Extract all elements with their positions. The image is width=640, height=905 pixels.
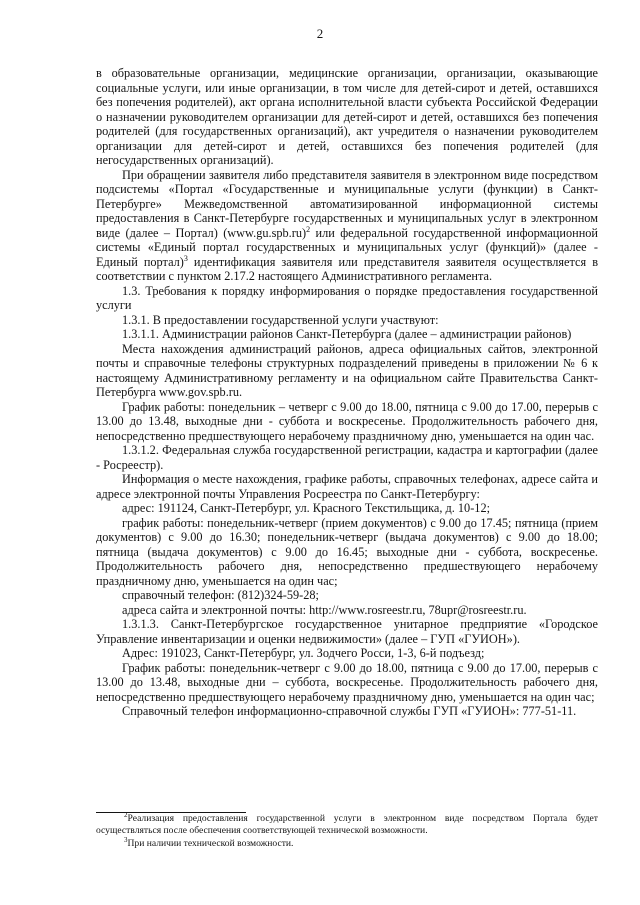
footnote-mark: 3 xyxy=(124,835,128,844)
paragraph: 1.3.1.2. Федеральная служба государственной регистрации, кадастра и картографии (далее - Росреестр). xyxy=(96,443,598,472)
paragraph: Адрес: 191023, Санкт-Петербург, ул. Зодчего Росси, 1-3, 6-й подъезд; xyxy=(122,646,485,660)
paragraph-text: идентификация заявителя или представителя заявителя осуществляется в соответствии с пунктом 2.17.2 настоящего Административного регламента. xyxy=(96,254,598,283)
paragraph: справочный телефон: (812)324-59-28; xyxy=(122,588,319,602)
paragraph: 1.3.1.1. Администрации районов Санкт-Петербурга (далее – администрации районов) xyxy=(122,327,572,341)
footnote xyxy=(96,810,598,838)
paragraph: 1.3.1.3. Санкт-Петербургское государственное унитарное предприятие «Городское Управление инвентаризации и оценки недвижимости» (далее – ГУП «ГУИОН»). xyxy=(96,617,598,646)
paragraph: 1.3.1. В предоставлении государственной услуги участвуют: xyxy=(122,312,439,327)
paragraph: Информация о месте нахождения, графике работы, справочных телефонах, адресе сайта и адресе электронной почты Управления Росреестра по Санкт-Петербургу: xyxy=(96,472,598,501)
page-number: 2 xyxy=(316,26,324,41)
footnote-mark: 2 xyxy=(124,810,128,819)
footnote-reference: 3 xyxy=(183,253,188,263)
paragraph: адрес: 191124, Санкт-Петербург, ул. Красного Текстильщика, д. 10-12; xyxy=(122,501,491,515)
paragraph-text: или федеральной государственной информационной системы «Единый портал государственных и муниципальных услуг (функций)» (далее - Единый портал) xyxy=(96,225,598,269)
section-heading: 1.3. Требования к порядку информирования о порядке предоставления государственной услуги xyxy=(96,283,598,312)
paragraph: Места нахождения администраций районов, адреса официальных сайтов, электронной почты и справочные телефоны структурных подразделений приведены в приложении № 6 к настоящему Административному регламенту и на официальном сайте Правительства Санкт-Петербурга www.gov.spb.ru. xyxy=(96,341,598,399)
document-body xyxy=(96,66,598,719)
paragraph: график работы: понедельник-четверг (прием документов) с 9.00 до 17.45; пятница (прием документов) с 9.00 до 16.30; понедельник-четверг (выдача документов) с 9.00 до 18.00; пятница (выдача документов) с 9.00 до 16.45; выходные дни - суббота, воскресенье. Продолжительность рабочего дня, непосредственно предшествующего нерабочему праздничному дню, уменьшается на один час; xyxy=(96,515,598,588)
paragraph: адреса сайта и электронной почты: http://www.rosreestr.ru, 78upr@rosreestr.ru. xyxy=(122,602,527,617)
paragraph-text: При обращении заявителя либо представителя заявителя в электронном виде посредством подсистемы «Портал «Государственные и муниципальные услуги (функции) в Санкт-Петербурге» Межведомственной автоматизированной информационной системы предоставления в Санкт-Петербурге государственных и муниципальных услуг в электронном виде (далее – Портал) (www.gu.spb.ru) xyxy=(96,167,598,240)
footnotes xyxy=(96,810,598,850)
footnote xyxy=(96,835,598,850)
footnote-text: При наличии технической возможности. xyxy=(127,837,294,849)
paragraph: в образовательные организации, медицинские организации, организации, оказывающие социальные услуги, или иные организации, в том числе для детей-сирот и детей, оставшихся без попечения родителей), акт органа исполнительной власти субъекта Российской Федерации о назначении руководителем организации для детей-сирот и детей, оставшихся без попечения родителей (для государственных организаций), акт учредителя о назначении руководителем организации для детей-сирот и детей, оставшихся без попечения родителей (для негосударственных организаций). xyxy=(96,66,598,167)
paragraph: График работы: понедельник-четверг с 9.00 до 18.00, пятница с 9.00 до 17.00, перерыв с 13.00 до 13.48, выходные дни – суббота, воскресенье. Продолжительность рабочего дня, непосредственно предшествующего нерабочему праздничному дню, уменьшается на один час; xyxy=(96,660,598,704)
footnote-reference: 2 xyxy=(306,224,311,234)
paragraph: Справочный телефон информационно-справочной службы ГУП «ГУИОН»: 777-51-11. xyxy=(122,704,577,718)
paragraph xyxy=(96,168,598,284)
paragraph: График работы: понедельник – четверг с 9.00 до 18.00, пятница с 9.00 до 17.00, перерыв с 13.00 до 13.48, выходные дни - суббота и воскресенье. Продолжительность рабочего дня, непосредственно предшествующего нерабочему праздничному дню, уменьшается на один час. xyxy=(96,399,598,443)
footnote-text: Реализация предоставления государственной услуги в электронном виде посредством Портала будет осуществляться после обеспечения соответствующей технической возможности. xyxy=(96,813,598,837)
